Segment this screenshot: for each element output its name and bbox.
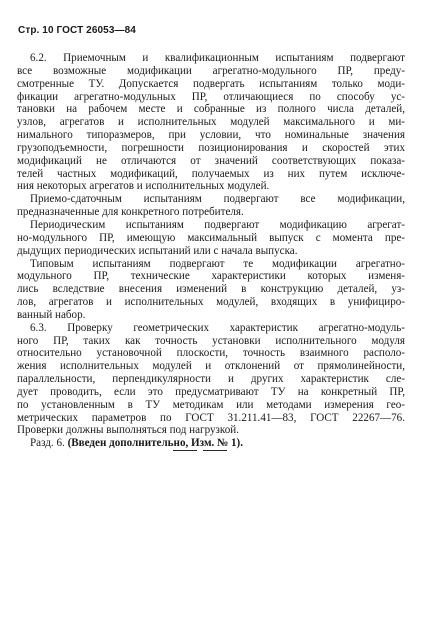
text-line: но-модульного ПР, имеющую максимальный выпуск с момента пре-	[17, 231, 405, 244]
text-line: модификаций не отличаются от значений соответствующих показа-	[17, 154, 405, 167]
text-line	[17, 437, 405, 450]
text-line: метрических параметров по ГОСТ 31.211.41—83, ГОСТ 22267—76.	[17, 411, 405, 424]
page-number: Стр. 10	[18, 25, 54, 36]
text-line: параллельности, перпендикулярности и других характеристик сле-	[17, 373, 405, 386]
text-line: Приемо-сдаточным испытаниям подвергают все модификации,	[30, 193, 405, 206]
standard-designation: ГОСТ 26053—84	[56, 25, 136, 36]
text-line: Периодическим испытаниям подвергают модификацию агрегат-	[30, 218, 405, 231]
document-body	[17, 52, 405, 450]
text-line: грузоподъемности, погрешности позиционирования и скоростей этих	[17, 141, 405, 154]
text-line: телей частных модификаций, получаемых из них путем исключе-	[17, 167, 405, 180]
text-line: по установленным в ТУ методикам или методами измерения гео-	[17, 398, 405, 411]
text-line: лись вследствие внесения изменений в конструкцию деталей, уз-	[17, 283, 405, 296]
text-line: узлов, агрегатов и исполнительных модулей максимального и ми-	[17, 116, 405, 129]
text-line: тановки на рабочем месте и собранные из полного числа деталей,	[17, 103, 405, 116]
text-line: Типовым испытаниям подвергают те модификации агрегатно-	[30, 257, 405, 270]
text-line: 6.2. Приемочным и квалификационным испытаниям подвергают	[30, 52, 405, 64]
paragraph-acceptance-tests	[17, 193, 405, 219]
page-header	[18, 25, 136, 36]
text-line: модульного ПР, технические характеристики которых изменя-	[17, 270, 405, 283]
paragraph-6-3	[17, 322, 405, 438]
text-line: дыдущих периодических испытаний или с начала выпуска.	[17, 244, 298, 257]
text-line: ванный набор.	[17, 308, 86, 321]
text-line: смотренные ТУ. Допускается подвергать испытаниям только моди-	[17, 77, 405, 90]
paragraph-type-tests	[17, 258, 405, 322]
text-line: лов, агрегатов и исполнительных модулей, входящих в унифициро-	[17, 296, 405, 309]
end-rule-right	[203, 450, 227, 451]
text-line: предназначенные для конкретного потребителя.	[17, 206, 244, 219]
paragraph-6-2	[17, 52, 405, 193]
amendment-note: (Введен дополнительно, Изм. № 1).	[67, 437, 244, 450]
end-rule-left	[173, 450, 197, 451]
text-line: 6.3. Проверку геометрических характеристик агрегатно-модуль-	[30, 321, 405, 334]
text-line: дует проводить, если это предусматривают ТУ на конкретный ПР,	[17, 385, 405, 398]
text-line: все возможные модификации агрегатно-модульного ПР, преду-	[17, 64, 405, 77]
text-line: нимального типоразмеров, при условии, что номинальные значения	[17, 129, 405, 142]
text-line: ния некоторых агрегатов и исполнительных модулей.	[17, 180, 270, 193]
text-line: фикации агрегатно-модульных ПР, отличающиеся по способу ус-	[17, 90, 405, 103]
section-amendment-note	[17, 437, 405, 450]
text-line: относительно установочной плоскости, точность взаимного располо-	[17, 347, 405, 360]
text-line: жения исполнительных модулей и отклонений от прямолинейности,	[17, 360, 405, 373]
section-reference: Разд. 6.	[30, 437, 68, 450]
paragraph-periodic-tests	[17, 219, 405, 258]
text-line: Проверки должны выполняться под нагрузкой.	[17, 424, 239, 437]
text-line: ного ПР, таких как точность установки исполнительного модуля	[17, 334, 405, 347]
